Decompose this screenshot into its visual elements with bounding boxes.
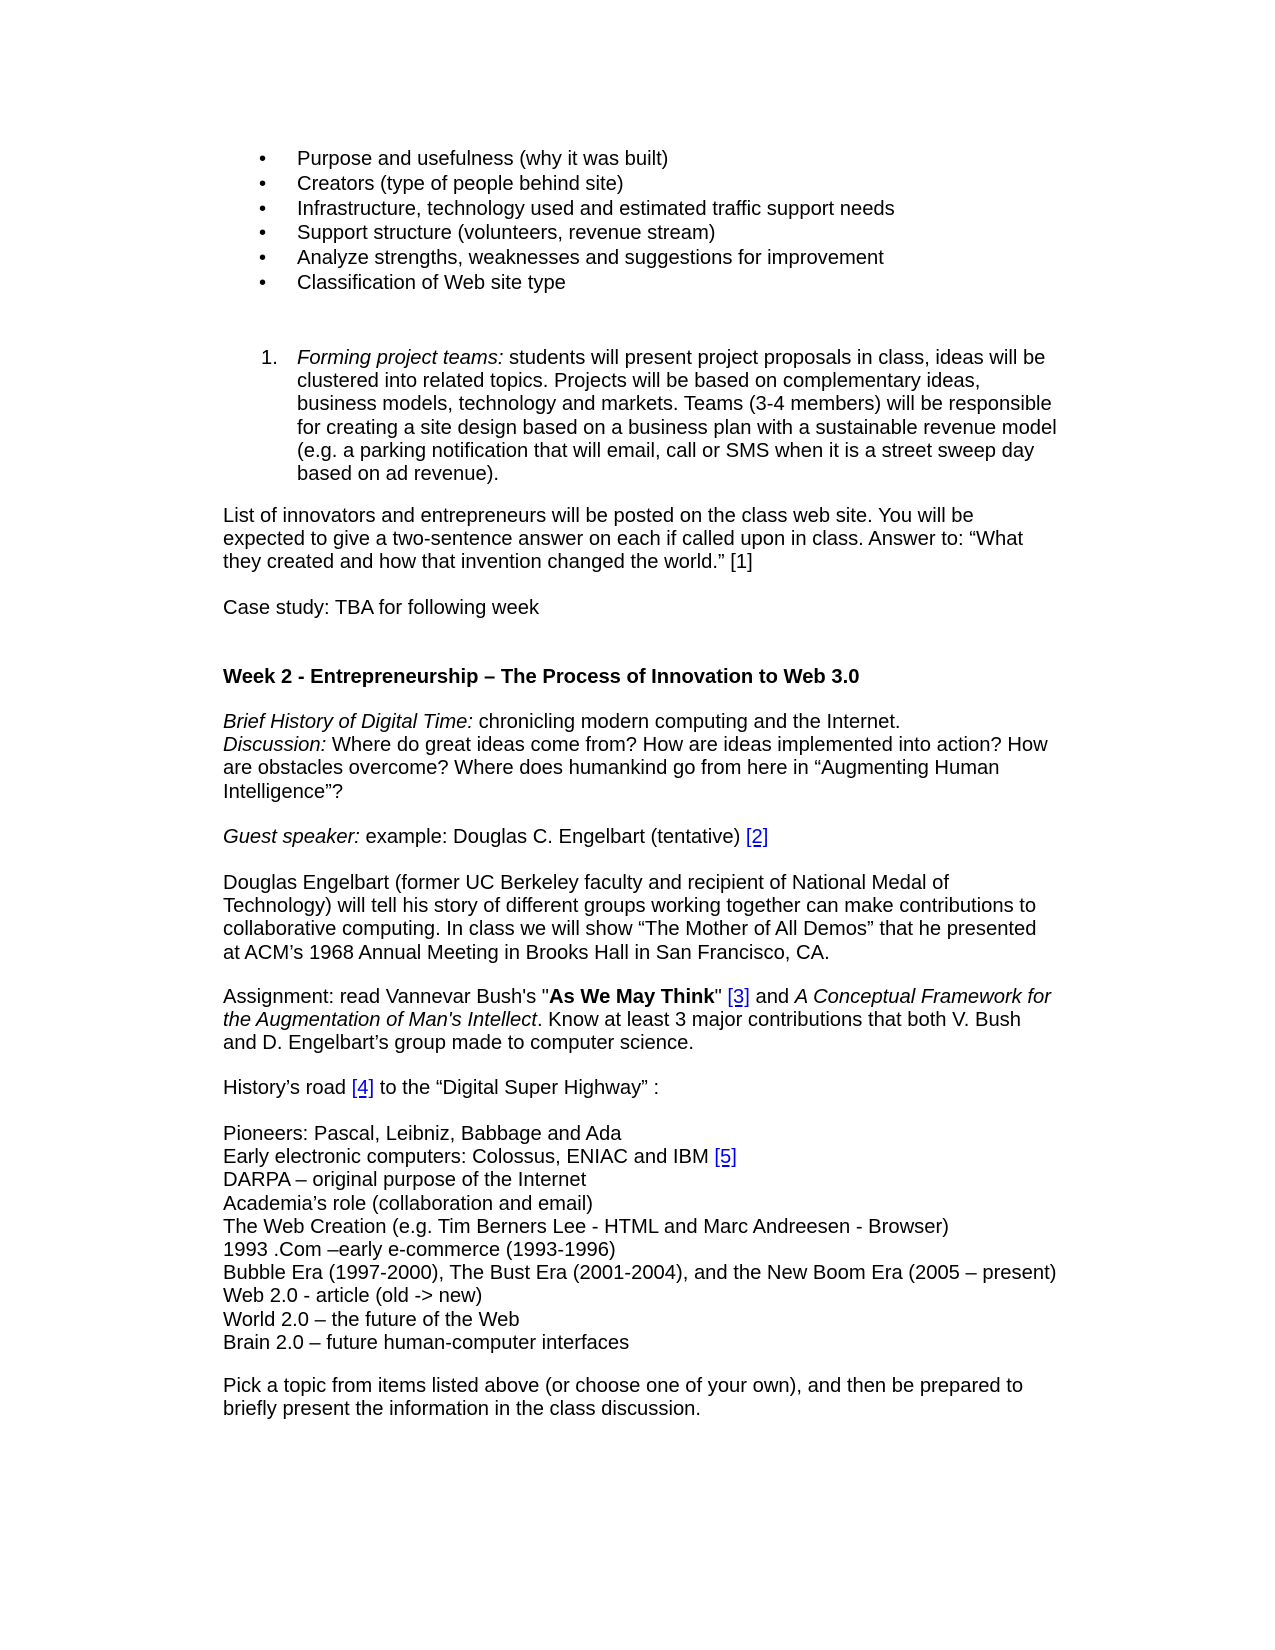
list-item: Early electronic computers: Colossus, ENIAC and IBM [5] (223, 1146, 737, 1169)
reference-link-4[interactable]: [4] (351, 1077, 375, 1099)
paragraph-line: at ACM’s 1968 Annual Meeting in Brooks Hall in San Francisco, CA. (223, 941, 830, 964)
assignment-paragraph (223, 986, 1093, 1056)
reference-link-2[interactable]: [2] (745, 826, 769, 848)
paragraph-line: List of innovators and entrepreneurs will be posted on the class web site. You will be (223, 505, 974, 527)
assignment-italic-title-part1: A Conceptual Framework for (794, 986, 1051, 1008)
section-heading-text: Week 2 - Entrepreneurship – The Process of Innovation to Web 3.0 (223, 666, 860, 688)
history-road-line (223, 1077, 1093, 1100)
numbered-item-body (297, 347, 1097, 486)
list-item: 1993 .Com –early e-commerce (1993-1996) (223, 1238, 616, 1261)
innovators-paragraph (223, 505, 1093, 575)
paragraph-line: are obstacles overcome? Where does humankind go from here in “Augmenting Human (223, 757, 1000, 780)
list-item (223, 272, 1093, 297)
bullet-icon: • (259, 172, 267, 195)
list-item-text: Classification of Web site type (297, 271, 566, 294)
list-item: Academia’s role (collaboration and email) (223, 1192, 593, 1215)
assignment-title: As We May Think (548, 986, 715, 1008)
list-item-text: Support structure (volunteers, revenue stream) (297, 222, 716, 245)
discussion-text: Where do great ideas come from? How are ideas implemented into action? How (326, 734, 1048, 757)
assignment-prefix: Assignment: read Vannevar Bush's " (223, 986, 549, 1008)
paragraph-line: briefly present the information in the class discussion. (223, 1398, 702, 1421)
paragraph-line: for creating a site design based on a business plan with a sustainable revenue model (297, 416, 1057, 439)
case-study-line (223, 597, 1093, 620)
list-item: Brain 2.0 – future human-computer interfaces (223, 1331, 630, 1354)
paragraph-line: business models, technology and markets. Teams (3-4 members) will be responsible (297, 393, 1052, 416)
guest-speaker-line (223, 826, 1093, 849)
bullet-icon: • (259, 222, 267, 245)
history-discussion-paragraph (223, 711, 1093, 804)
list-item-text: Infrastructure, technology used and estimated traffic support needs (297, 197, 895, 220)
brief-history-label: Brief History of Digital Time: (223, 711, 473, 733)
paragraph-line: Douglas Engelbart (former UC Berkeley faculty and recipient of National Medal of (223, 872, 949, 894)
list-item (223, 198, 1093, 223)
bullet-icon: • (259, 197, 267, 220)
list-item: Pioneers: Pascal, Leibniz, Babbage and Ada (223, 1123, 622, 1145)
paragraph-line: (e.g. a parking notification that will email, call or SMS when it is a street sweep day (297, 439, 1035, 462)
list-item: The Web Creation (e.g. Tim Berners Lee - HTML and Marc Andreesen - Browser) (223, 1215, 949, 1238)
bullet-icon: • (259, 148, 267, 170)
engelbart-paragraph (223, 872, 1093, 965)
assignment-italic-title-part2: the Augmentation of Man's Intellect (223, 1009, 537, 1032)
list-item-text: Creators (type of people behind site) (297, 172, 624, 195)
list-item: World 2.0 – the future of the Web (223, 1308, 520, 1331)
assignment-quote: " (714, 986, 728, 1008)
paragraph-line: students will present project proposals in class, ideas will be (503, 347, 1046, 369)
paragraph-line: Technology) will tell his story of different groups working together can make contributions to (223, 895, 1037, 918)
history-road-after: to the “Digital Super Highway” : (374, 1077, 660, 1099)
list-number: 1. (261, 347, 278, 369)
criteria-bullet-list (223, 148, 1093, 297)
project-teams-label: Forming project teams: (297, 347, 504, 369)
list-item-text: Analyze strengths, weaknesses and suggestions for improvement (297, 247, 884, 270)
paragraph-line: clustered into related topics. Projects will be based on complementary ideas, (297, 370, 981, 393)
week-2-section-heading (223, 666, 1093, 689)
brief-history-text: chronicling modern computing and the Internet. (472, 711, 901, 733)
paragraph-line: Intelligence”? (223, 780, 344, 803)
list-item-text: Purpose and usefulness (why it was built) (297, 148, 669, 170)
closing-paragraph (223, 1375, 1093, 1421)
paragraph-line: and D. Engelbart’s group made to computer science. (223, 1032, 694, 1055)
list-item (223, 247, 1093, 272)
paragraph-line: Pick a topic from items listed above (or choose one of your own), and then be prepared to (223, 1375, 1024, 1397)
assignment-and: and (749, 986, 795, 1008)
list-item: Bubble Era (1997-2000), The Bust Era (2001-2004), and the New Boom Era (2005 – present) (223, 1262, 1057, 1285)
list-item: Web 2.0 - article (old -> new) (223, 1285, 483, 1308)
bullet-icon: • (259, 271, 267, 294)
paragraph-line: collaborative computing. In class we will show “The Mother of All Demos” that he presented (223, 918, 1037, 941)
history-topics-list (223, 1123, 1093, 1355)
case-study-text: Case study: TBA for following week (223, 597, 540, 619)
reference-link-3[interactable]: [3] (727, 986, 750, 1008)
bullet-icon: • (259, 247, 267, 270)
list-item (223, 148, 1093, 173)
paragraph-line: expected to give a two-sentence answer on each if called upon in class. Answer to: “What (223, 528, 1024, 551)
list-item (223, 222, 1093, 247)
guest-speaker-text: example: Douglas C. Engelbart (tentative) (359, 826, 746, 848)
reference-link-5[interactable]: [5] (714, 1146, 737, 1169)
guest-speaker-label: Guest speaker: (223, 826, 360, 848)
discussion-label: Discussion: (223, 734, 327, 757)
history-road-before: History’s road (223, 1077, 352, 1099)
assignment-text: . Know at least 3 major contributions that both V. Bush (536, 1009, 1021, 1032)
paragraph-line: based on ad revenue). (297, 462, 500, 485)
list-item: DARPA – original purpose of the Internet (223, 1169, 587, 1192)
list-item (223, 173, 1093, 198)
paragraph-line: they created and how that invention changed the world.” [1] (223, 551, 753, 574)
